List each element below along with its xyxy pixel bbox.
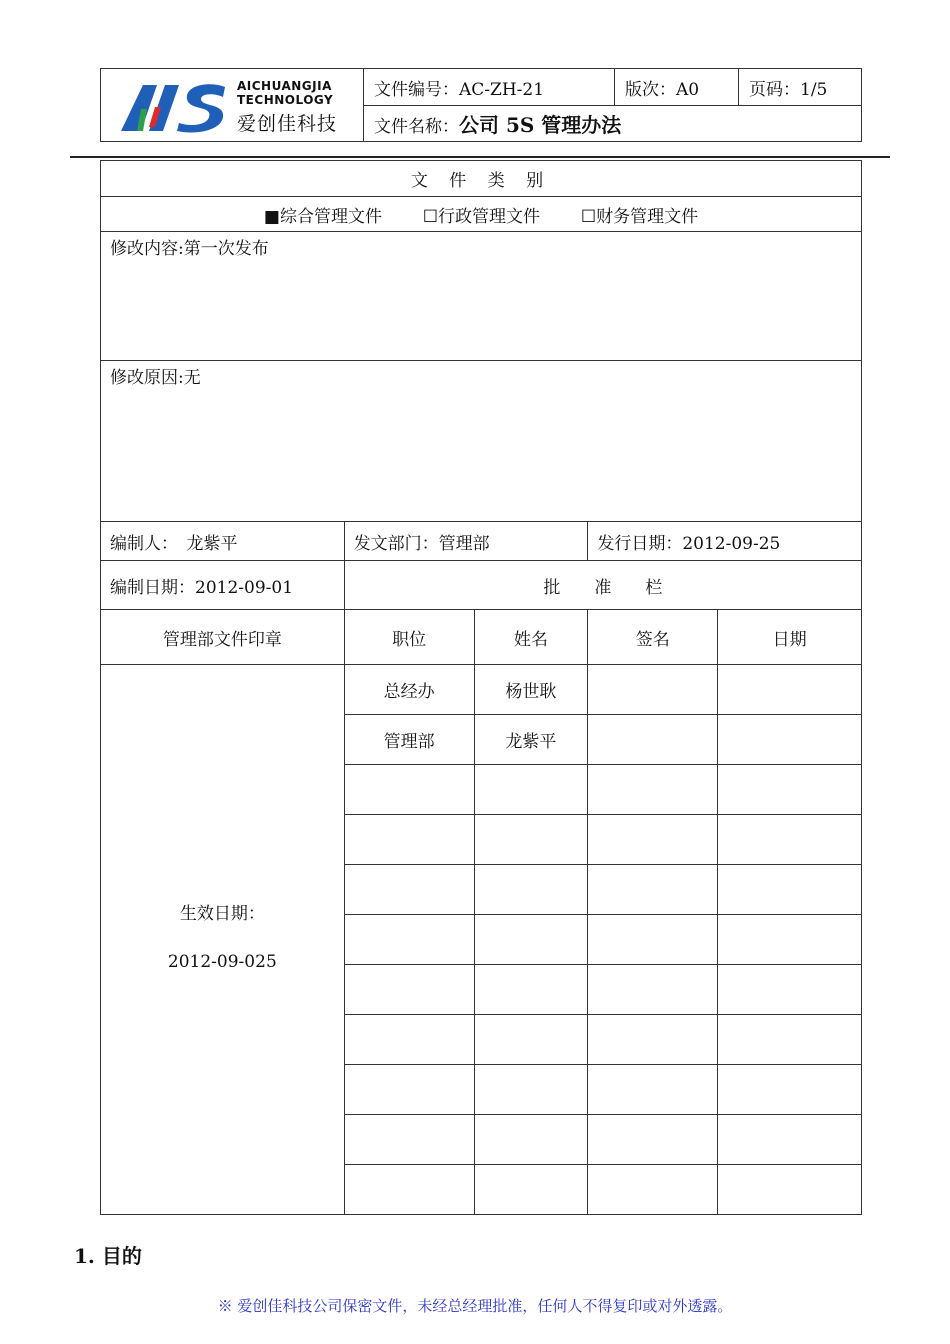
category-title: 文 件 类 别 bbox=[101, 161, 862, 197]
empty-cell[interactable] bbox=[718, 765, 862, 815]
author: 编制人： 龙紫平 bbox=[101, 522, 345, 561]
empty-cell[interactable] bbox=[474, 865, 588, 915]
empty-cell[interactable] bbox=[718, 1115, 862, 1165]
empty-cell[interactable] bbox=[474, 1165, 588, 1215]
empty-cell[interactable] bbox=[588, 1065, 718, 1115]
approver-date[interactable] bbox=[718, 665, 862, 715]
company-logo bbox=[101, 69, 363, 141]
empty-cell[interactable] bbox=[588, 765, 718, 815]
approver-date[interactable] bbox=[718, 715, 862, 765]
category-admin[interactable]: ☐行政管理文件 bbox=[422, 206, 541, 227]
empty-cell[interactable] bbox=[718, 1015, 862, 1065]
empty-cell[interactable] bbox=[474, 1115, 588, 1165]
approver-signature[interactable] bbox=[588, 715, 718, 765]
file-name-cell bbox=[364, 106, 862, 142]
empty-cell[interactable] bbox=[474, 965, 588, 1015]
empty-cell[interactable] bbox=[718, 915, 862, 965]
file-number: 文件编号：AC-ZH-21 bbox=[364, 69, 615, 106]
col-name: 姓名 bbox=[474, 610, 588, 665]
empty-cell[interactable] bbox=[344, 865, 474, 915]
logo-chinese-name: 爱创佳科技 bbox=[237, 113, 338, 135]
logo-cell bbox=[101, 69, 364, 142]
empty-cell[interactable] bbox=[474, 815, 588, 865]
empty-cell[interactable] bbox=[718, 865, 862, 915]
col-position: 职位 bbox=[344, 610, 474, 665]
logo-mark-icon bbox=[121, 77, 233, 133]
empty-cell[interactable] bbox=[718, 1165, 862, 1215]
empty-cell[interactable] bbox=[344, 1015, 474, 1065]
empty-cell[interactable] bbox=[344, 815, 474, 865]
file-name-label: 文件名称： bbox=[374, 117, 459, 137]
col-signature: 签名 bbox=[588, 610, 718, 665]
empty-cell[interactable] bbox=[344, 1065, 474, 1115]
empty-cell[interactable] bbox=[588, 915, 718, 965]
revision-reason: 修改原因:无 bbox=[101, 361, 862, 522]
category-general[interactable]: ■综合管理文件 bbox=[263, 206, 382, 227]
issue-date: 发行日期：2012-09-25 bbox=[588, 522, 862, 561]
document-header bbox=[100, 68, 862, 142]
empty-cell[interactable] bbox=[474, 1015, 588, 1065]
approval-title: 批 准 栏 bbox=[344, 561, 861, 610]
col-seal: 管理部文件印章 bbox=[101, 610, 345, 665]
empty-cell[interactable] bbox=[474, 1065, 588, 1115]
document-control-form bbox=[100, 160, 862, 1215]
empty-cell[interactable] bbox=[588, 865, 718, 915]
approver-name: 龙紫平 bbox=[474, 715, 588, 765]
approver-signature[interactable] bbox=[588, 665, 718, 715]
approver-position: 管理部 bbox=[344, 715, 474, 765]
empty-cell[interactable] bbox=[588, 1015, 718, 1065]
effective-date: 2012-09-025 bbox=[167, 952, 277, 972]
empty-cell[interactable] bbox=[474, 915, 588, 965]
empty-cell[interactable] bbox=[588, 965, 718, 1015]
empty-cell[interactable] bbox=[718, 1065, 862, 1115]
seal-cell bbox=[101, 665, 345, 1215]
category-options bbox=[101, 197, 862, 232]
version: 版次：A0 bbox=[615, 69, 739, 106]
empty-cell[interactable] bbox=[718, 965, 862, 1015]
empty-cell[interactable] bbox=[588, 1165, 718, 1215]
confidentiality-footer: ※ 爱创佳科技公司保密文件，未经总经理批准，任何人不得复印或对外透露。 bbox=[217, 1297, 733, 1315]
file-name: 公司 5S 管理办法 bbox=[459, 113, 622, 137]
logo-english-line1: AICHUANGJIA bbox=[237, 79, 332, 93]
approver-position: 总经办 bbox=[344, 665, 474, 715]
page-number: 页码：1/5 bbox=[739, 69, 862, 106]
logo-english-line2: TECHNOLOGY bbox=[237, 93, 334, 107]
empty-cell[interactable] bbox=[588, 1115, 718, 1165]
empty-cell[interactable] bbox=[344, 765, 474, 815]
empty-cell[interactable] bbox=[588, 815, 718, 865]
issuing-department: 发文部门：管理部 bbox=[344, 522, 588, 561]
effective-label: 生效日期： bbox=[179, 904, 265, 924]
revision-content: 修改内容:第一次发布 bbox=[101, 232, 862, 361]
col-date: 日期 bbox=[718, 610, 862, 665]
section-heading: 1. 目的 bbox=[74, 1244, 142, 1268]
empty-cell[interactable] bbox=[344, 965, 474, 1015]
empty-cell[interactable] bbox=[344, 915, 474, 965]
category-finance[interactable]: ☐财务管理文件 bbox=[580, 206, 699, 227]
approver-name: 杨世耿 bbox=[474, 665, 588, 715]
header-divider bbox=[70, 156, 890, 158]
empty-cell[interactable] bbox=[344, 1165, 474, 1215]
empty-cell[interactable] bbox=[474, 765, 588, 815]
empty-cell[interactable] bbox=[344, 1115, 474, 1165]
compile-date: 编制日期：2012-09-01 bbox=[101, 561, 345, 610]
empty-cell[interactable] bbox=[718, 815, 862, 865]
